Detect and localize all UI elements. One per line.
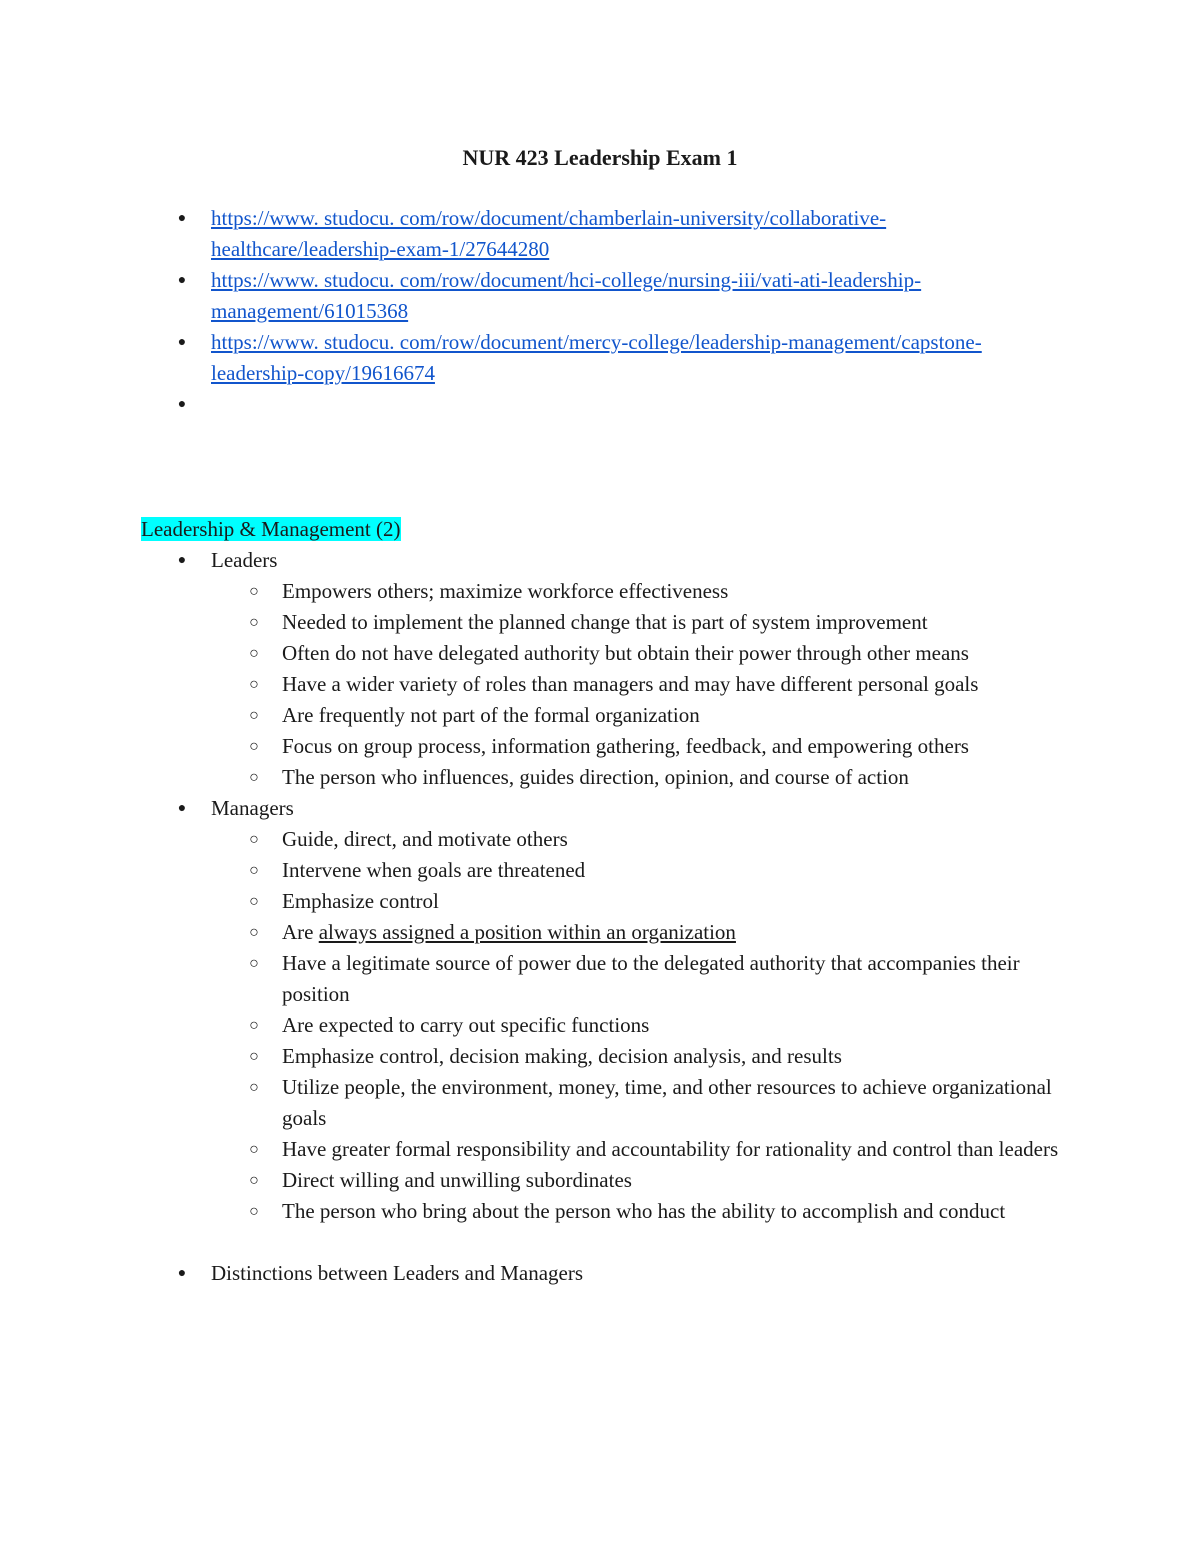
list-item-text: Empowers others; maximize workforce effectiveness	[282, 579, 729, 603]
circle-bullet-icon: ○	[249, 1141, 259, 1158]
list-item-text: Guide, direct, and motivate others	[282, 827, 568, 851]
list-item-text: Are expected to carry out specific functions	[282, 1013, 650, 1037]
list-item	[0, 1165, 1072, 1196]
list-item-prefix: Are	[282, 920, 319, 944]
list-item	[0, 1041, 1072, 1072]
list-item-text: Emphasize control, decision making, decision analysis, and results	[282, 1044, 842, 1068]
bullet-icon: ●	[177, 801, 187, 816]
circle-bullet-icon: ○	[249, 1079, 259, 1096]
list-item	[0, 1010, 1072, 1041]
studocu-link-2[interactable]: https://www. studocu. com/row/document/hci-college/nursing-iii/vati-ati-leadership-management/61015368	[211, 268, 922, 323]
bullet-icon: ●	[177, 553, 187, 568]
leaders-label: Leaders	[211, 548, 278, 572]
list-item	[0, 948, 1072, 1010]
studocu-link-1[interactable]: https://www. studocu. com/row/document/chamberlain-university/collaborative-healthcare/leadership-exam-1/27644280	[211, 206, 887, 261]
reference-links-list	[0, 203, 1200, 420]
list-item	[0, 855, 1072, 886]
empty-list-item	[0, 389, 1011, 420]
list-item	[0, 1196, 1072, 1227]
circle-bullet-icon: ○	[249, 707, 259, 724]
bullet-icon: ●	[177, 335, 187, 350]
list-item	[0, 607, 1072, 638]
list-item	[0, 669, 1072, 700]
list-item-text: Have a wider variety of roles than managers and may have different personal goals	[282, 672, 979, 696]
list-item-text: Have a legitimate source of power due to the delegated authority that accompanies their position	[282, 951, 1020, 1006]
blank-line	[0, 1227, 1200, 1258]
list-item	[0, 917, 1072, 948]
list-item-text: The person who influences, guides direction, opinion, and course of action	[282, 765, 909, 789]
section-list	[0, 545, 1200, 1289]
circle-bullet-icon: ○	[249, 583, 259, 600]
bullet-icon: ●	[177, 211, 187, 226]
list-item	[0, 1134, 1072, 1165]
list-item	[0, 700, 1072, 731]
leadership-management-section	[0, 514, 1200, 1289]
leaders-sublist	[0, 576, 1200, 793]
list-item	[0, 1072, 1072, 1134]
link-item	[0, 327, 1011, 389]
circle-bullet-icon: ○	[249, 645, 259, 662]
section-heading	[0, 514, 1200, 545]
leaders-item	[0, 545, 1011, 576]
list-item	[0, 731, 1072, 762]
list-item-text: The person who bring about the person who has the ability to accomplish and conduct	[282, 1199, 1006, 1223]
list-item	[0, 886, 1072, 917]
list-item-text: Are frequently not part of the formal organization	[282, 703, 700, 727]
list-item-text: Needed to implement the planned change that is part of system improvement	[282, 610, 928, 634]
list-item-text: Direct willing and unwilling subordinates	[282, 1168, 632, 1192]
link-item	[0, 265, 1011, 327]
bullet-icon: ●	[177, 273, 187, 288]
circle-bullet-icon: ○	[249, 893, 259, 910]
bullet-icon: ●	[177, 397, 187, 412]
circle-bullet-icon: ○	[249, 924, 259, 941]
circle-bullet-icon: ○	[249, 955, 259, 972]
circle-bullet-icon: ○	[249, 831, 259, 848]
list-item	[0, 762, 1072, 793]
list-item-text: Focus on group process, information gathering, feedback, and empowering others	[282, 734, 969, 758]
circle-bullet-icon: ○	[249, 1048, 259, 1065]
list-item-text: Often do not have delegated authority but obtain their power through other means	[282, 641, 969, 665]
highlighted-heading-text: Leadership & Management (2)	[141, 517, 401, 541]
list-item-text: Intervene when goals are threatened	[282, 858, 586, 882]
link-item	[0, 203, 1011, 265]
list-item	[0, 824, 1072, 855]
managers-label: Managers	[211, 796, 294, 820]
managers-sublist	[0, 824, 1200, 1227]
circle-bullet-icon: ○	[249, 1203, 259, 1220]
underlined-text: always assigned a position within an organization	[318, 920, 736, 944]
distinctions-label: Distinctions between Leaders and Managers	[211, 1261, 584, 1285]
list-item	[0, 576, 1072, 607]
circle-bullet-icon: ○	[249, 738, 259, 755]
circle-bullet-icon: ○	[249, 1172, 259, 1189]
circle-bullet-icon: ○	[249, 676, 259, 693]
circle-bullet-icon: ○	[249, 1017, 259, 1034]
studocu-link-3[interactable]: https://www. studocu. com/row/document/mercy-college/leadership-management/capstone-leadership-copy/19616674	[211, 330, 982, 385]
list-item-text: Emphasize control	[282, 889, 439, 913]
circle-bullet-icon: ○	[249, 862, 259, 879]
distinctions-item	[0, 1258, 1011, 1289]
list-item-text: Utilize people, the environment, money, time, and other resources to achieve organizational goals	[282, 1075, 1052, 1130]
circle-bullet-icon: ○	[249, 614, 259, 631]
list-item-text: Have greater formal responsibility and accountability for rationality and control than leaders	[282, 1137, 1059, 1161]
list-item	[0, 638, 1072, 669]
managers-item	[0, 793, 1011, 824]
document-title: NUR 423 Leadership Exam 1	[462, 145, 738, 170]
circle-bullet-icon: ○	[249, 769, 259, 786]
bullet-icon: ●	[177, 1266, 187, 1281]
